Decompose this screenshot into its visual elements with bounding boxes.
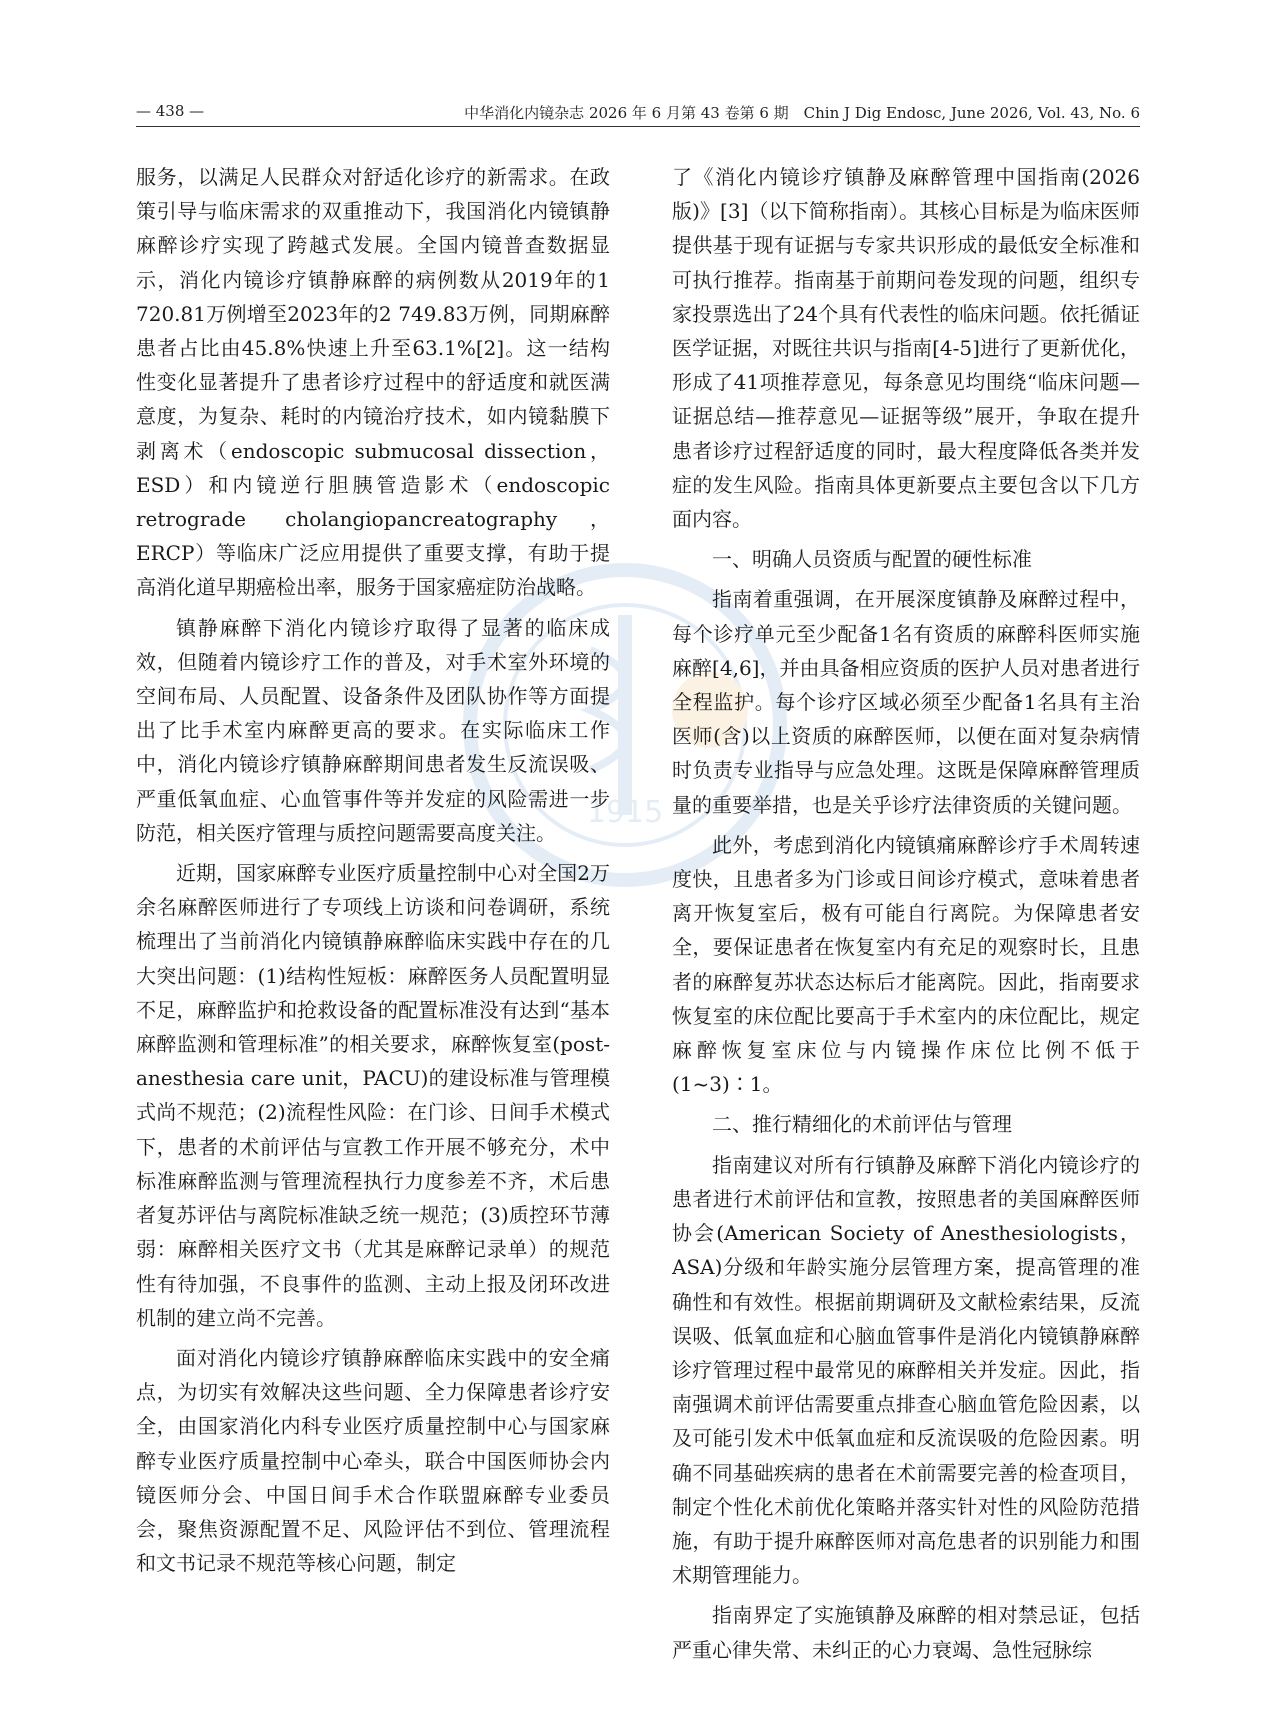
body-paragraph: 面对消化内镜诊疗镇静麻醉临床实践中的安全痛点，为切实有效解决这些问题、全力保障患者诊疗安全，由国家消化内科专业医疗质量控制中心与国家麻醉专业医疗质量控制中心牵头，联合中国医师协会内镜医师分会、中国日间手术合作联盟麻醉专业委员会，聚焦资源配置不足、风险评估不到位、管理流程和文书记录不规范等核心问题，制定 (136, 1345, 610, 1576)
body-paragraph: 了《消化内镜诊疗镇静及麻醉管理中国指南(2026版)》[3]（以下简称指南）。其核心目标是为临床医师提供基于现有证据与专家共识形成的最低安全标准和可执行推荐。指南基于前期问卷发现的问题，组织专家投票选出了24个具有代表性的临床问题。依托循证医学证据，对既往共识与指南[4-5]进行了更新优化，形成了41项推荐意见，每条意见均围绕“临床问题—证据总结—推荐意见—证据等级”展开，争取在提升患者诊疗过程舒适度的同时，最大程度降低各类并发症的发生风险。指南具体更新要点主要包含以下几方面内容。 (672, 165, 1140, 532)
body-paragraph: 指南着重强调，在开展深度镇静及麻醉过程中，每个诊疗单元至少配备1名有资质的麻醉科医师实施麻醉[4,6]，并由具备相应资质的医护人员对患者进行全程监护。每个诊疗区域必须至少配备1名具有主治医师(含)以上资质的麻醉医师，以便在面对复杂病情时负责专业指导与应急处理。这既是保障麻醉管理质量的重要举措，也是关乎诊疗法律资质的关键问题。 (672, 587, 1140, 817)
header-rule (136, 126, 1140, 127)
seal-year: 1915 (586, 795, 664, 830)
page-number: — 438 — (136, 102, 205, 120)
body-paragraph: 服务，以满足人民群众对舒适化诊疗的新需求。在政策引导与临床需求的双重推动下，我国消化内镜镇静麻醉诊疗实现了跨越式发展。全国内镜普查数据显示，消化内镜诊疗镇静麻醉的病例数从2019年的1 720.81万例增至2023年的2 749.83万例，同期麻醉患者占比由45.8%快速上升至63.1%[2]。这一结构性变化显著提升了患者诊疗过程中的舒适度和就医满意度，为复杂、耗时的内镜治疗技术，如内镜黏膜下剥离术（endoscopic submucosal dissection，ESD）和内镜逆行胆胰管造影术（endoscopic retrograde cholangiopancreatography，ERCP）等临床广泛应用提供了重要支撑，有助于提高消化道早期癌检出率，服务于国家癌症防治战略。 (136, 165, 610, 600)
running-header (136, 102, 1140, 124)
section-heading: 二、推行精细化的术前评估与管理 (712, 1112, 1012, 1137)
body-paragraph: 近期，国家麻醉专业医疗质量控制中心对全国2万余名麻醉医师进行了专项线上访谈和问卷调研，系统梳理出了当前消化内镜镇静麻醉临床实践中存在的几大突出问题：(1)结构性短板：麻醉医务人员配置明显不足，麻醉监护和抢救设备的配置标准没有达到“基本麻醉监测和管理标准”的相关要求，麻醉恢复室(post-anesthesia care unit，PACU)的建设标准与管理模式尚不规范；(2)流程性风险：在门诊、日间手术模式下，患者的术前评估与宣教工作开展不够充分，术中标准麻醉监测与管理流程执行力度参差不齐，术后患者复苏评估与离院标准缺乏统一规范；(3)质控环节薄弱：麻醉相关医疗文书（尤其是麻醉记录单）的规范性有待加强，不良事件的监测、主动上报及闭环改进机制的建立尚不完善。 (136, 861, 610, 1330)
body-paragraph: 指南界定了实施镇静及麻醉的相对禁忌证，包括严重心律失常、未纠正的心力衰竭、急性冠脉综 (672, 1603, 1140, 1662)
journal-citation: 中华消化内镜杂志 2026 年 6 月第 43 卷第 6 期 Chin J Dig Endosc, June 2026, Vol. 43, No. 6 (464, 104, 1140, 122)
body-paragraph: 镇静麻醉下消化内镜诊疗取得了显著的临床成效，但随着内镜诊疗工作的普及，对手术室外环境的空间布局、人员配置、设备条件及团队协作等方面提出了比手术室内麻醉更高的要求。在实际临床工作中，消化内镜诊疗镇静麻醉期间患者发生反流误吸、严重低氧血症、心血管事件等并发症的风险需进一步防范，相关医疗管理与质控问题需要高度关注。 (136, 615, 610, 845)
body-paragraph: 此外，考虑到消化内镜镇痛麻醉诊疗手术周转速度快，且患者多为门诊或日间诊疗模式，意味着患者离开恢复室后，极有可能自行离院。为保障患者安全，要保证患者在恢复室内有充足的观察时长，且患者的麻醉复苏状态达标后才能离院。因此，指南要求恢复室的床位配比要高于手术室内的床位配比，规定麻醉恢复室床位与内镜操作床位比例不低于(1~3)∶1。 (672, 832, 1140, 1097)
left-column (136, 160, 610, 1580)
right-column (672, 160, 1140, 1667)
body-paragraph: 指南建议对所有行镇静及麻醉下消化内镜诊疗的患者进行术前评估和宣教，按照患者的美国麻醉医师协会(American Society of Anesthesiologists，ASA)分级和年龄实施分层管理方案，提高管理的准确性和有效性。根据前期调研及文献检索结果，反流误吸、低氧血症和心脑血管事件是消化内镜镇静麻醉诊疗管理过程中最常见的麻醉相关并发症。因此，指南强调术前评估需要重点排查心脑血管危险因素，以及可能引发术中低氧血症和反流误吸的危险因素。明确不同基础疾病的患者在术前需要完善的检查项目，制定个性化术前优化策略并落实针对性的风险防范措施，有助于提升麻醉医师对高危患者的识别能力和围术期管理能力。 (672, 1152, 1140, 1588)
section-heading: 一、明确人员资质与配置的硬性标准 (712, 547, 1032, 572)
